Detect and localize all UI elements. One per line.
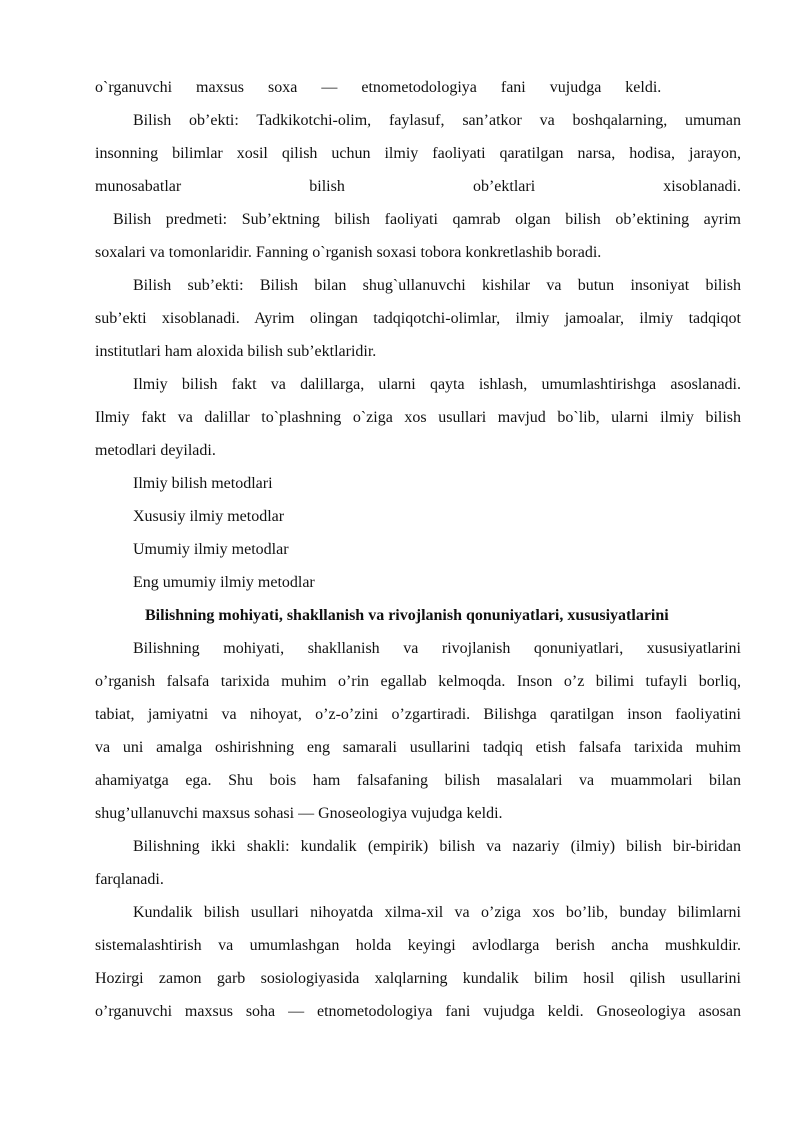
text-line-9: institutlari ham aloxida bilish sub’ektlaridir. (95, 343, 377, 360)
text-line-3: insonning bilimlar xosil qilish uchun ilmiy faoliyati qaratilgan narsa, hodisa, jarayon, (95, 145, 741, 162)
text-line-10: Ilmiy bilish fakt va dalillarga, ularni qayta ishlash, umumlashtirishga asoslanadi. (133, 376, 741, 393)
text-line-1: o`rganuvchi maxsus soxa — etnometodologiya fani vujudga keldi. (95, 79, 662, 96)
list-item-3: Umumiy ilmiy metodlar (133, 541, 289, 558)
list-item-2: Xususiy ilmiy metodlar (133, 508, 285, 525)
section-heading: Bilishning mohiyati, shakllanish va rivojlanish qonuniyatlari, xususiyatlarini (145, 607, 669, 624)
text-line-22: sistemalashtirish va umumlashgan holda keyingi avlodlarga berish ancha mushkuldir. (95, 937, 741, 954)
text-line-23: Hozirgi zamon garb sosiologiyasida xalqlarning kundalik bilim hosil qilish usullarini (95, 970, 741, 987)
text-line-19: Bilishning ikki shakli: kundalik (empirik) bilish va nazariy (ilmiy) bilish bir-biridan (133, 838, 741, 855)
text-line-5: Bilish predmeti: Sub’ektning bilish faoliyati qamrab olgan bilish ob’ektining ayrim (113, 211, 741, 228)
text-line-2: Bilish ob’ekti: Tadkikotchi-olim, faylasuf, san’atkor va boshqalarning, umuman (133, 112, 741, 129)
text-line-15: tabiat, jamiyatni va nihoyat, o’z-o’zini o’zgartiradi. Bilishga qaratilgan inson faoliyatini (95, 706, 741, 723)
text-line-7: Bilish sub’ekti: Bilish bilan shug`ullanuvchi kishilar va butun insoniyat bilish (133, 277, 741, 294)
list-item-1: Ilmiy bilish metodlari (133, 475, 273, 492)
text-line-18: shug’ullanuvchi maxsus sohasi — Gnoseologiya vujudga keldi. (95, 805, 503, 822)
text-line-16: va uni amalga oshirishning eng samarali usullarini tadqiq etish falsafa tarixida muhim (95, 739, 741, 756)
text-line-13: Bilishning mohiyati, shakllanish va rivojlanish qonuniyatlari, xususiyatlarini (133, 640, 741, 657)
text-line-6: soxalari va tomonlaridir. Fanning o`rganish soxasi tobora konkretlashib boradi. (95, 244, 602, 261)
text-line-4: munosabatlar bilish ob’ektlari xisoblanadi. (95, 178, 741, 195)
list-item-4: Eng umumiy ilmiy metodlar (133, 574, 315, 591)
text-line-12: metodlari deyiladi. (95, 442, 216, 459)
text-line-11: Ilmiy fakt va dalillar to`plashning o`ziga xos usullari mavjud bo`lib, ularni ilmiy bilish (95, 409, 741, 426)
text-line-24: o’rganuvchi maxsus soha — etnometodologiya fani vujudga keldi. Gnoseologiya asosan (95, 1003, 741, 1020)
text-line-17: ahamiyatga ega. Shu bois ham falsafaning bilish masalalari va muammolari bilan (95, 772, 741, 789)
text-line-8: sub’ekti xisoblanadi. Ayrim olingan tadqiqotchi-olimlar, ilmiy jamoalar, ilmiy tadqiqot (95, 310, 741, 327)
text-line-20: farqlanadi. (95, 871, 164, 888)
text-line-14: o’rganish falsafa tarixida muhim o’rin egallab kelmoqda. Inson o’z bilimi tufayli borliq, (95, 673, 741, 690)
text-line-21: Kundalik bilish usullari nihoyatda xilma-xil va o’ziga xos bo’lib, bunday bilimlarni (133, 904, 741, 921)
